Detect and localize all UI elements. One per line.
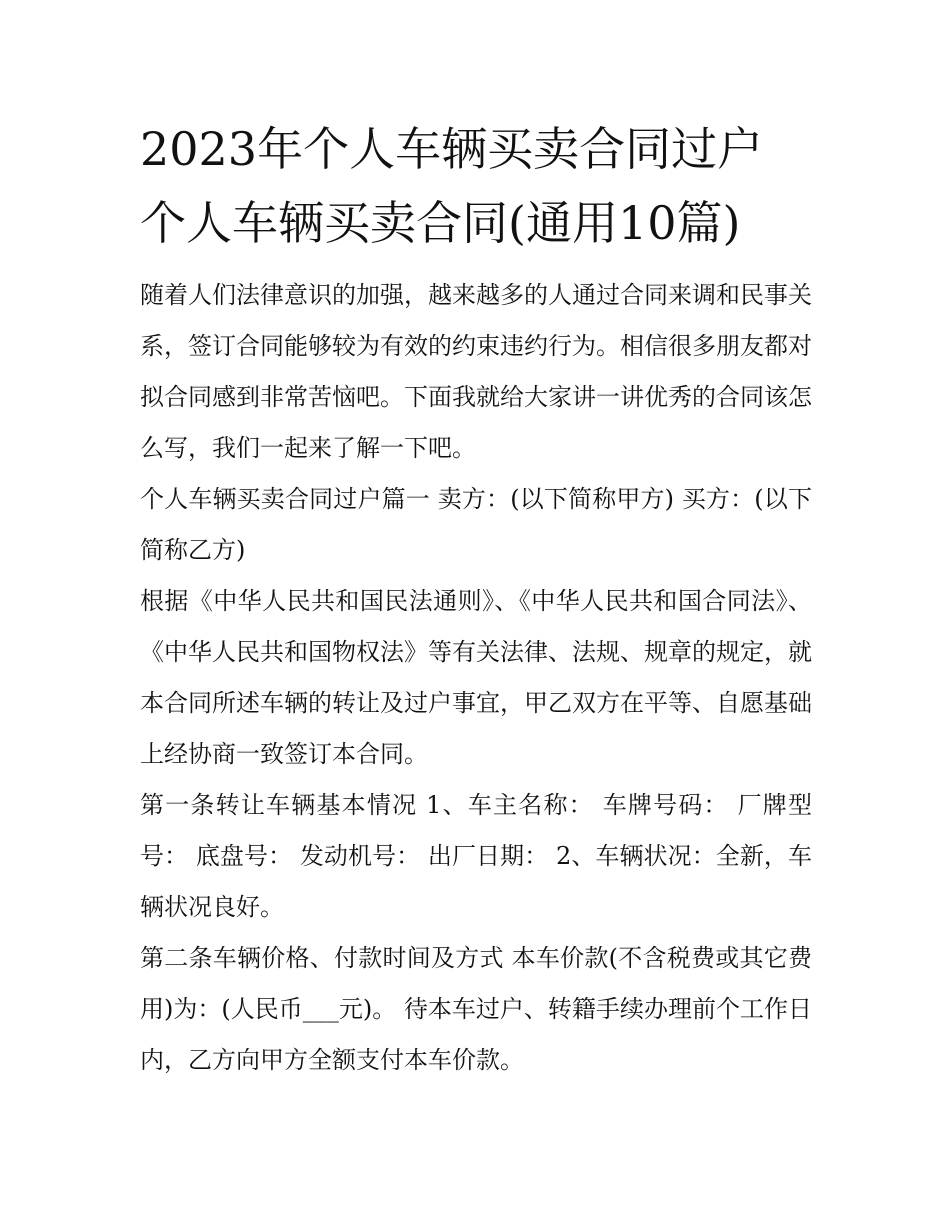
paragraph-legal-basis: 根据《中华人民共和国民法通则》、《中华人民共和国合同法》、《中华人民共和国物权法》等有关法律、法规、规章的规定，就本合同所述车辆的转让及过户事宜，甲乙双方在平等、自愿基础上经协商一致签订本合同。 <box>140 587 812 768</box>
paragraph-article-1: 第一条转让车辆基本情况 1、车主名称： 车牌号码： 厂牌型号： 底盘号： 发动机号： 出厂日期： 2、车辆状况：全新，车辆状况良好。 <box>140 791 812 921</box>
paragraph-article-2: 第二条车辆价格、付款时间及方式 本车价款(不含税费或其它费用)为：(人民币___元)。 待本车过户、转籍手续办理前个工作日内，乙方向甲方全额支付本车价款。 <box>140 944 812 1074</box>
paragraph-intro: 随着人们法律意识的加强，越来越多的人通过合同来调和民事关系，签订合同能够较为有效的约束违约行为。相信很多朋友都对拟合同感到非常苦恼吧。下面我就给大家讲一讲优秀的合同该怎么写，我们一起来了解一下吧。 <box>140 281 812 462</box>
paragraph-parties: 个人车辆买卖合同过户篇一 卖方：(以下简称甲方) 买方：(以下简称乙方) <box>140 485 812 564</box>
document-page <box>140 112 812 1086</box>
document-title: 2023年个人车辆买卖合同过户 个人车辆买卖合同(通用10篇) <box>140 122 764 250</box>
